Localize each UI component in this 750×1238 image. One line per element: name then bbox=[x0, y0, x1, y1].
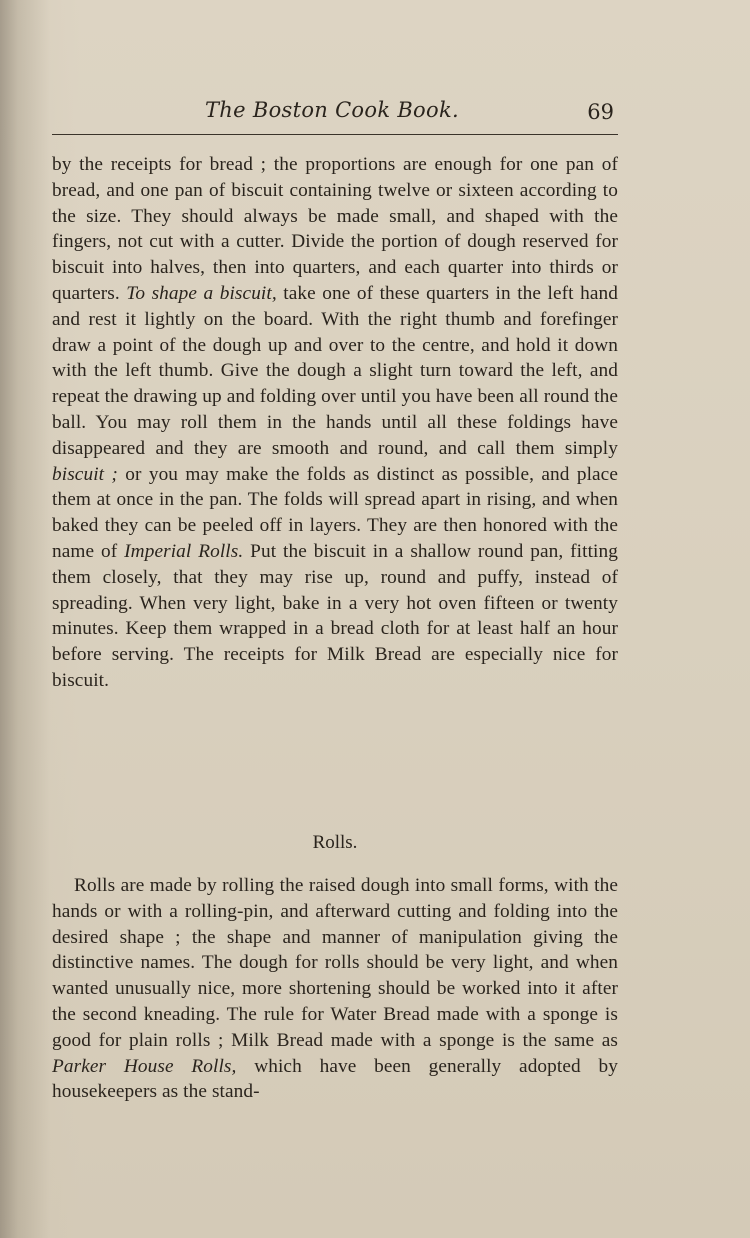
text-run: Rolls are made by rolling the raised dough into small forms, with the hands or with a rolling-pin, and afterward cutting and folding into the desired shape ; the shape and manner of manipulation giving the distinctive names. The dough for rolls should be very light, and when wanted unusually nice, more shortening should be worked into it after the second kneading. The rule for Water Bread made with a sponge is good for plain rolls ; Milk Bread made with a sponge is the same as bbox=[52, 875, 618, 1051]
text-run: or you may make the folds as distinct as possible, and place them at once in the pan. The folds will spread apart in rising, and when baked they can be peeled off in layers. They are then honored with the name of bbox=[52, 463, 619, 562]
paragraph-rolls bbox=[52, 873, 618, 1105]
running-title: The Boston Cook Book. bbox=[205, 98, 459, 122]
paragraph-biscuit bbox=[52, 152, 618, 694]
page-header bbox=[52, 96, 618, 130]
text-run: Put the biscuit in a shallow round pan, fitting them closely, that they may rise up, round and puffy, instead of spreading. When very light, bake in a very hot oven fifteen or twenty minutes. Keep them wrapped in a bread cloth for at least half an hour before serving. The receipts for Milk Bread are especially nice for biscuit. bbox=[52, 540, 618, 691]
header-rule bbox=[52, 134, 618, 135]
italic-phrase: To shape a biscuit, bbox=[126, 282, 277, 304]
section-heading-rolls: Rolls. bbox=[312, 832, 358, 853]
text-run: take one of these quarters in the left hand and rest it lightly on the board. With the right thumb and forefinger draw a point of the dough up and over to the centre, and hold it down with the left thumb. Give the dough a slight turn toward the left, and repeat the drawing up and folding over until you have been all round the ball. You may roll them in the hands until all these foldings have disappeared and they are smooth and round, and call them simply bbox=[52, 282, 618, 459]
italic-phrase: Imperial Rolls. bbox=[124, 540, 244, 562]
italic-phrase: biscuit ; bbox=[52, 463, 118, 485]
italic-phrase: Parker House Rolls, bbox=[52, 1055, 237, 1077]
text-run: which have been generally adopted by housekeepers as the stand- bbox=[52, 1055, 618, 1103]
text-run: by the receipts for bread ; the proportions are enough for one pan of bread, and one pan of biscuit containing twelve or sixteen according to the size. They should always be made small, and shaped with the fingers, not cut with a cutter. Divide the portion of dough reserved for biscuit into halves, then into quarters, and each quarter into thirds or quarters. bbox=[52, 154, 618, 304]
page-number: 69 bbox=[587, 100, 614, 124]
